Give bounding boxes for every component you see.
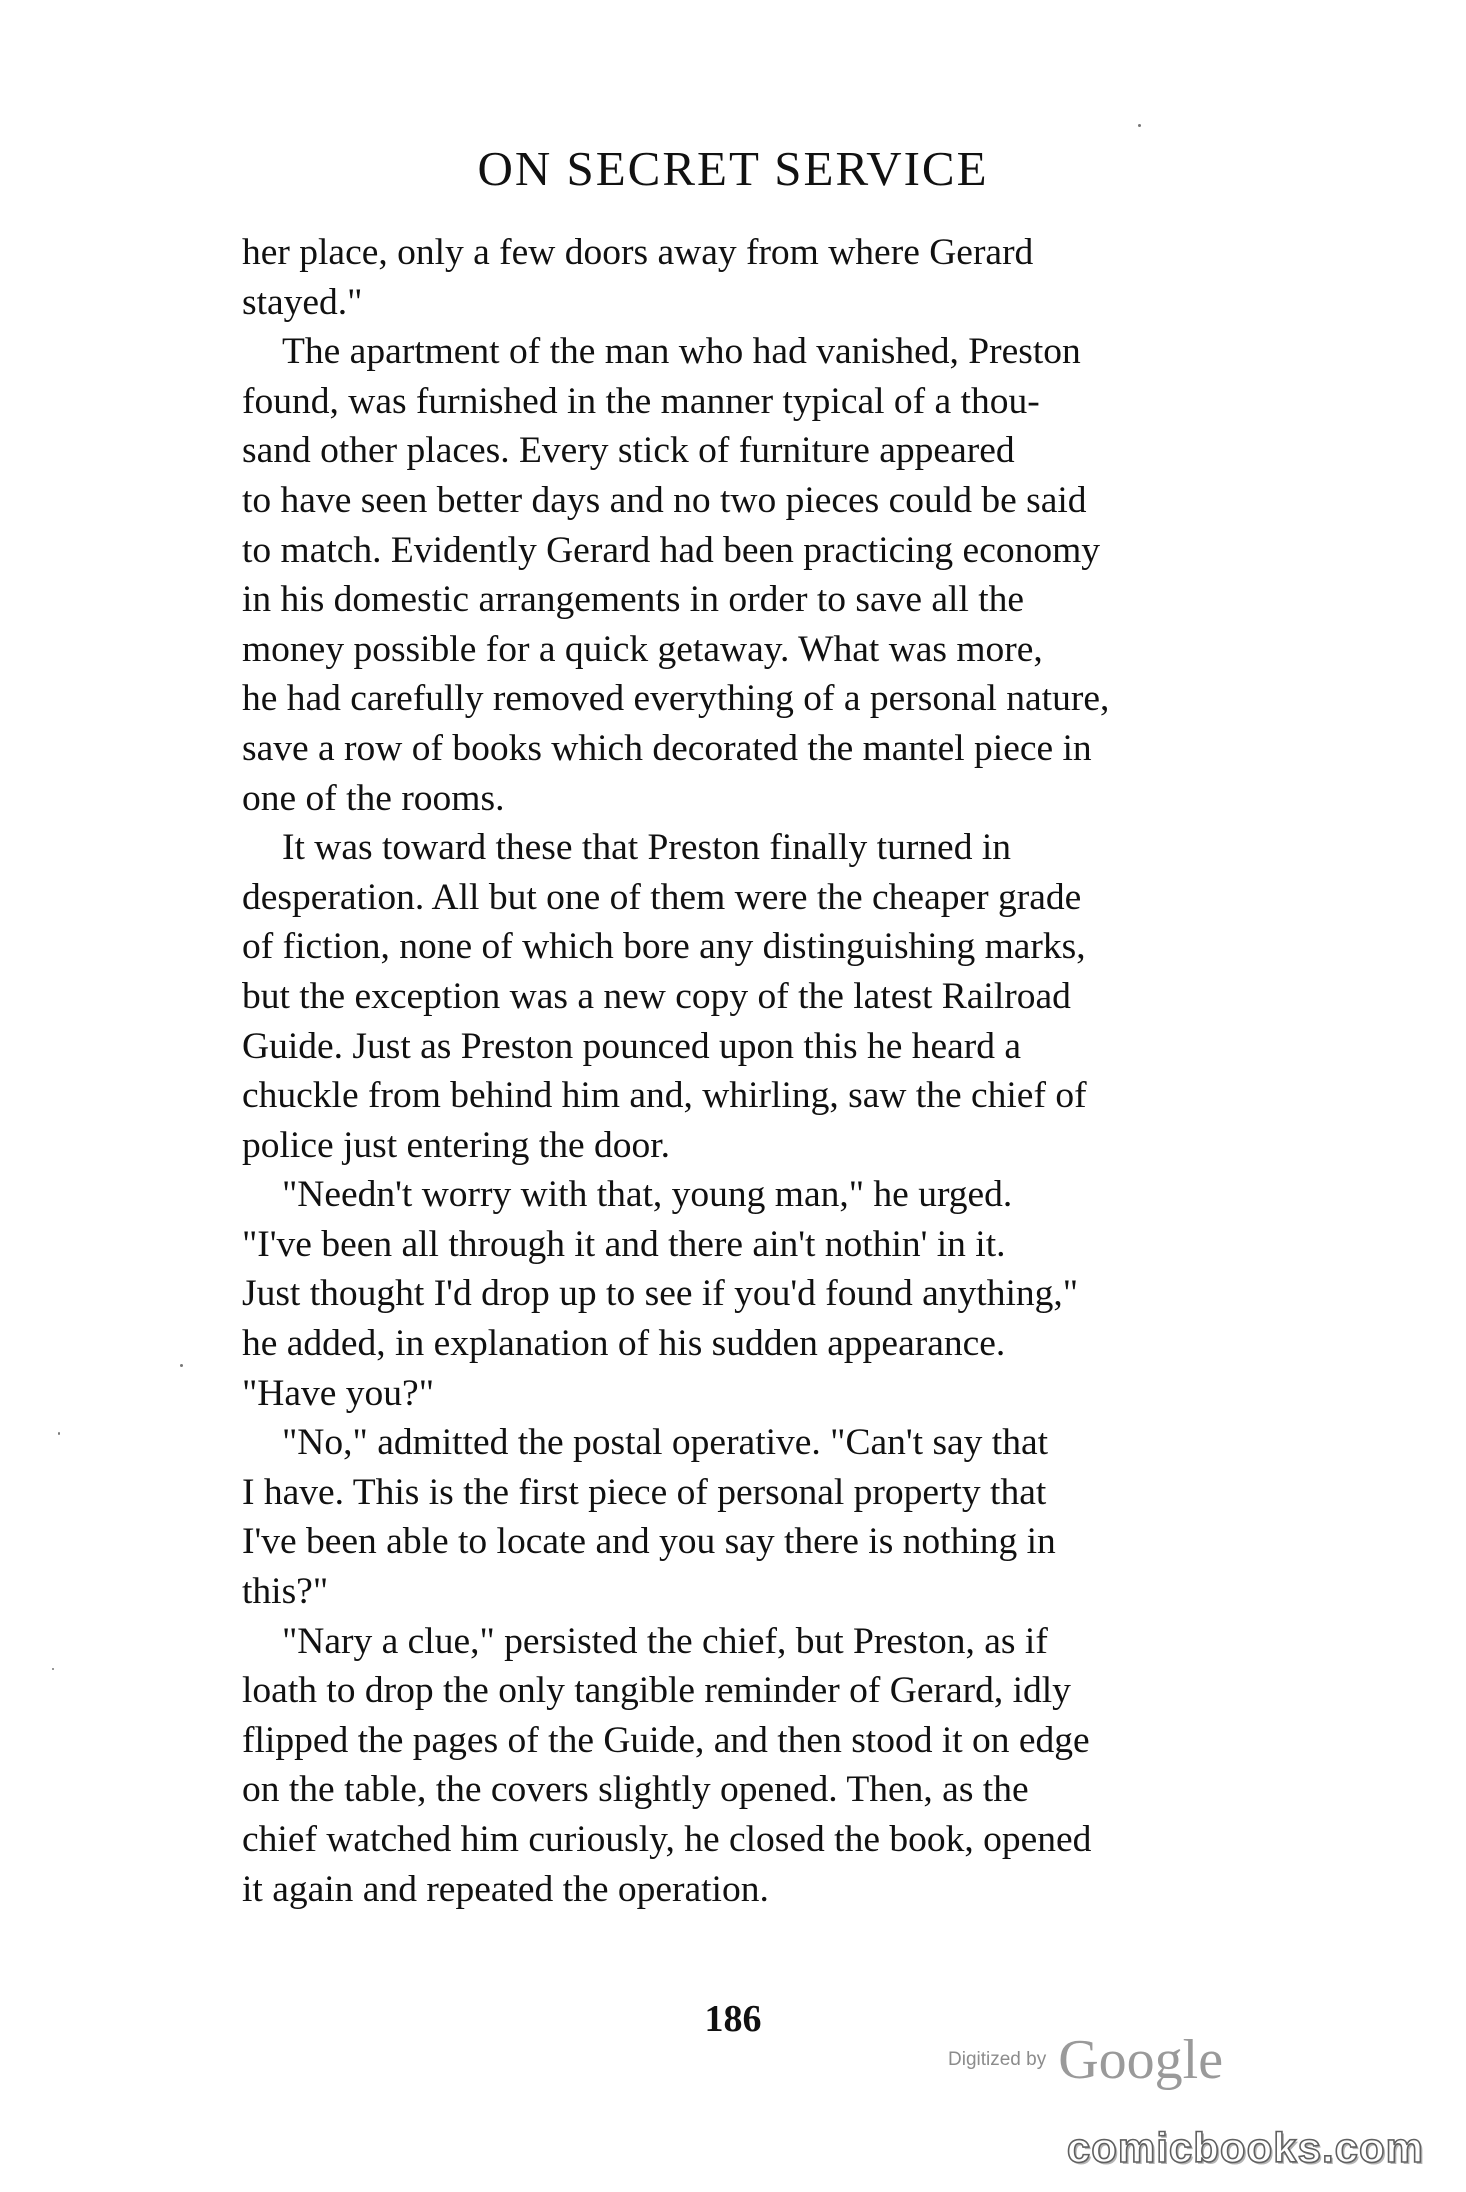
page-number: 186	[704, 1998, 762, 2040]
text-line: in his domestic arrangements in order to save all the	[242, 579, 1025, 621]
text-line: desperation. All but one of them were the cheaper grade	[242, 876, 1082, 918]
digitized-label: Digitized by	[948, 2049, 1047, 2070]
text-line: one of the rooms.	[242, 777, 505, 819]
text-line: chuckle from behind him and, whirling, saw the chief of	[242, 1075, 1087, 1117]
text-line: to match. Evidently Gerard had been practicing economy	[242, 529, 1101, 571]
text-line: "Have you?"	[242, 1372, 435, 1414]
text-line: "Nary a clue," persisted the chief, but Preston, as if	[282, 1620, 1048, 1662]
text-line: save a row of books which decorated the mantel piece in	[242, 727, 1092, 769]
running-head: ON SECRET SERVICE	[477, 141, 989, 196]
scan-speck	[52, 1668, 54, 1670]
digitized-by-stamp	[948, 2028, 1223, 2092]
text-line: on the table, the covers slightly opened. Then, as the	[242, 1769, 1029, 1811]
text-line: but the exception was a new copy of the latest Railroad	[242, 975, 1071, 1017]
text-line: money possible for a quick getaway. What was more,	[242, 628, 1043, 670]
body-text	[242, 228, 1304, 1914]
text-line: he had carefully removed everything of a personal nature,	[242, 678, 1110, 720]
text-line: I've been able to locate and you say there is nothing in	[242, 1521, 1056, 1563]
text-line: sand other places. Every stick of furniture appeared	[242, 430, 1015, 472]
text-line: flipped the pages of the Guide, and then stood it on edge	[242, 1719, 1090, 1761]
text-line: it again and repeated the operation.	[242, 1868, 769, 1910]
text-line: this?"	[242, 1571, 329, 1613]
scan-speck	[180, 1364, 183, 1367]
paragraph	[242, 1170, 1304, 1418]
text-line: Just thought I'd drop up to see if you'd found anything,"	[242, 1273, 1079, 1315]
text-line: It was toward these that Preston finally turned in	[282, 827, 1011, 869]
paragraph	[242, 327, 1304, 823]
paragraph	[242, 228, 1304, 327]
text-line: found, was furnished in the manner typical of a thou-	[242, 380, 1040, 422]
scan-speck	[58, 1432, 60, 1435]
text-line: stayed."	[242, 281, 363, 323]
text-line: chief watched him curiously, he closed the book, opened	[242, 1819, 1092, 1860]
text-line: "I've been all through it and there ain't nothin' in it.	[242, 1223, 1006, 1265]
text-line: "Needn't worry with that, young man," he urged.	[282, 1174, 1013, 1216]
text-line: police just entering the door.	[242, 1124, 671, 1166]
paragraph	[242, 1418, 1304, 1616]
text-line: of fiction, none of which bore any distinguishing marks,	[242, 926, 1086, 968]
text-line: The apartment of the man who had vanished, Preston	[282, 331, 1081, 373]
text-line: loath to drop the only tangible reminder of Gerard, idly	[242, 1670, 1071, 1712]
text-line: to have seen better days and no two pieces could be said	[242, 479, 1087, 521]
watermark: comicbooks.com	[1066, 2124, 1424, 2171]
scan-speck	[1138, 124, 1141, 127]
google-logo: Google	[1058, 2029, 1224, 2091]
text-line: he added, in explanation of his sudden appearance.	[242, 1323, 1006, 1365]
paragraph	[242, 1617, 1304, 1915]
paragraph	[242, 823, 1304, 1170]
text-line: "No," admitted the postal operative. "Can't say that	[282, 1422, 1049, 1464]
text-line: I have. This is the first piece of personal property that	[242, 1471, 1047, 1513]
text-line: her place, only a few doors away from where Gerard	[242, 232, 1034, 273]
text-line: Guide. Just as Preston pounced upon this he heard a	[242, 1025, 1022, 1067]
